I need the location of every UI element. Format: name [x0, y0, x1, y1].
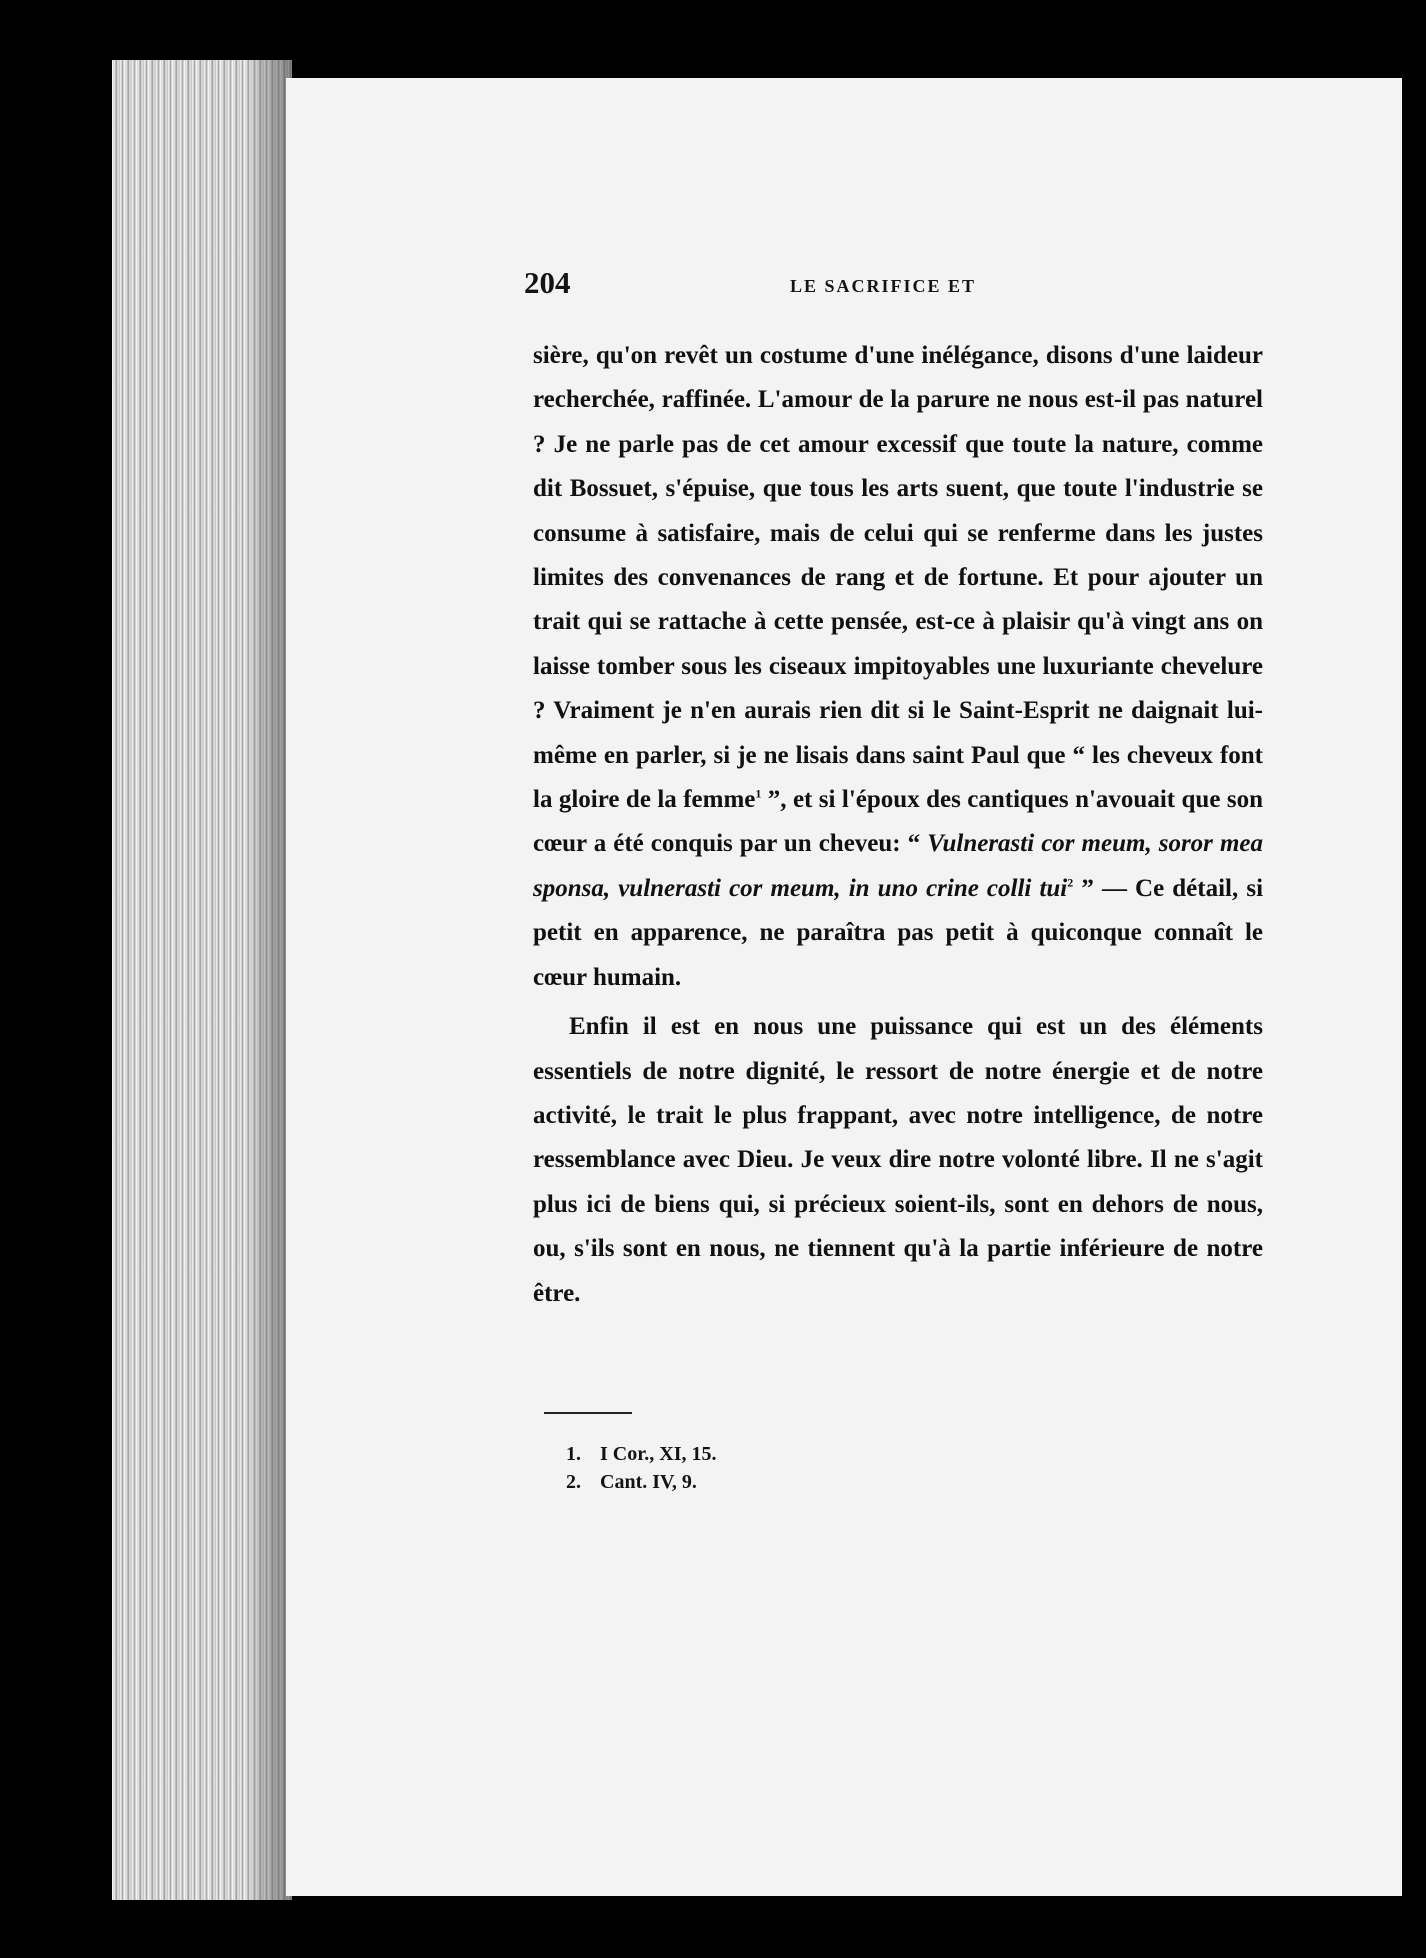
- footnote-ref-1: 1: [755, 786, 762, 801]
- footnote-ref-2: 2: [1067, 875, 1074, 890]
- body-text: [533, 334, 1263, 1316]
- footnote-rule: [544, 1412, 632, 1414]
- paragraph-2: Enfin il est en nous une puissance qui est un des éléments essentiels de notre dignité, le ressort de notre énergie et de notre activité, le trait le plus frappant, avec notre intelligence, de notre ressemblance avec Dieu. Je veux dire notre volonté libre. Il ne s'agit plus ici de biens qui, si précieux soient-ils, sont en dehors de nous, ou, s'ils sont en nous, ne tiennent qu'à la partie inférieure de notre être.: [533, 1013, 1263, 1307]
- paragraph-1-text-a: sière, qu'on revêt un costume d'une inélégance, disons d'une laideur recherchée, raffinée. L'amour de la parure ne nous est-il pas naturel ? Je ne parle pas de cet amour excessif que toute la nature, comme dit Bossuet, s'épuise, que tous les arts suent, que toute l'industrie se consume à satisfaire, mais de celui qui se renferme dans les justes limites des convenances de rang et de fortune. Et pour ajouter un trait qui se rattache à cette pensée, est-ce à plaisir qu'à vingt ans on laisse tomber sous les ciseaux impitoyables une luxuriante chevelure ? Vraiment je n'en aurais rien dit si le Saint-Esprit ne daignait lui-même en parler, si je ne lisais dans saint Paul que “ les cheveux font la gloire de la femme: [533, 342, 1263, 814]
- footnote-1-text: I Cor., XI, 15.: [600, 1443, 717, 1465]
- latin-quote: Vulnerasti cor meum, soror mea sponsa, vulnerasti cor meum, in uno crine colli tui: [533, 830, 1263, 902]
- footnote-1-number: 1.: [566, 1443, 581, 1465]
- footnote-2-text: Cant. IV, 9.: [600, 1471, 697, 1493]
- running-head: [524, 265, 1274, 305]
- page-number: 204: [524, 265, 571, 300]
- paragraph-1-text-b: ”, et si l'époux des cantiques n'avouait que son cœur a été conquis par un cheveu: “: [533, 786, 1263, 858]
- paragraph-1-text-c: ” — Ce détail, si petit en apparence, ne paraîtra pas petit à quiconque connaît le cœur humain.: [533, 874, 1264, 991]
- page-edges: [112, 60, 292, 1900]
- footnote-2-number: 2.: [566, 1471, 581, 1493]
- footnote-2: [566, 1468, 717, 1496]
- paragraph-1: [533, 334, 1263, 1000]
- footnotes: [566, 1440, 717, 1496]
- running-title: LE SACRIFICE ET: [790, 276, 977, 296]
- footnote-1: [566, 1440, 717, 1468]
